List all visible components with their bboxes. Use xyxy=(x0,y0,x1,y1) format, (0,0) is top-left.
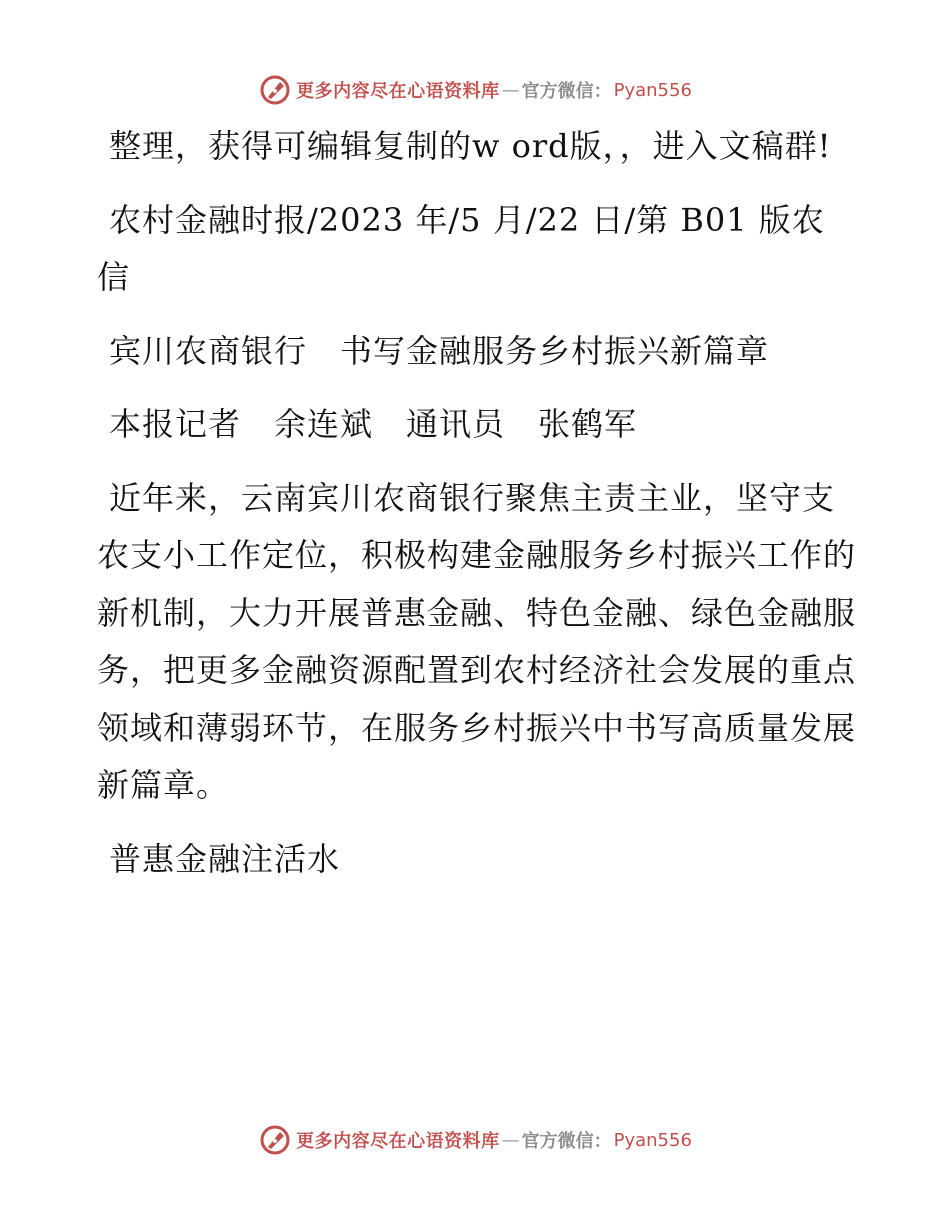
body-paragraph: 近年来，云南宾川农商银行聚焦主责主业，坚守支农支小工作定位，积极构建金融服务乡村振兴工作的新机制，大力开展普惠金融、特色金融、绿色金融服务，把更多金融资源配置到农村经济社会发展的重点领域和薄弱环节，在服务乡村振兴中书写高质量发展新篇章。 xyxy=(97,478,857,804)
article-title: 宾川农商银行 书写金融服务乡村振兴新篇章 xyxy=(109,331,770,370)
section-heading: 普惠金融注活水 xyxy=(109,839,341,878)
watermark-account: Pyan556 xyxy=(613,79,692,101)
paragraph-gap xyxy=(97,307,857,323)
byline: 本报记者 余连斌 通讯员 张鹤军 xyxy=(109,405,638,443)
header-watermark xyxy=(0,70,950,110)
source-line: 农村金融时报/2023 年/5 月/22 日/第 B01 版农信 xyxy=(97,200,825,296)
intro-paragraph: 整理，获得可编辑复制的w ord版，，进入文稿群! xyxy=(109,127,832,165)
pen-nib-logo-icon xyxy=(258,1123,292,1157)
watermark-account: Pyan556 xyxy=(613,1129,692,1151)
document-body xyxy=(97,118,857,888)
watermark-separator: — xyxy=(501,1129,520,1151)
paragraph-gap xyxy=(97,454,857,470)
paragraph-gap xyxy=(97,815,857,831)
paragraph-gap xyxy=(97,176,857,192)
watermark-brand: 更多内容尽在心语资料库 xyxy=(296,1131,500,1152)
footer-watermark xyxy=(0,1120,950,1160)
paragraph-gap xyxy=(97,380,857,396)
watermark-wechat-label: 官方微信： xyxy=(521,81,612,102)
watermark-brand: 更多内容尽在心语资料库 xyxy=(296,81,500,102)
pen-nib-logo-icon xyxy=(258,73,292,107)
watermark-wechat-label: 官方微信： xyxy=(521,1131,612,1152)
watermark-separator: — xyxy=(501,79,520,101)
